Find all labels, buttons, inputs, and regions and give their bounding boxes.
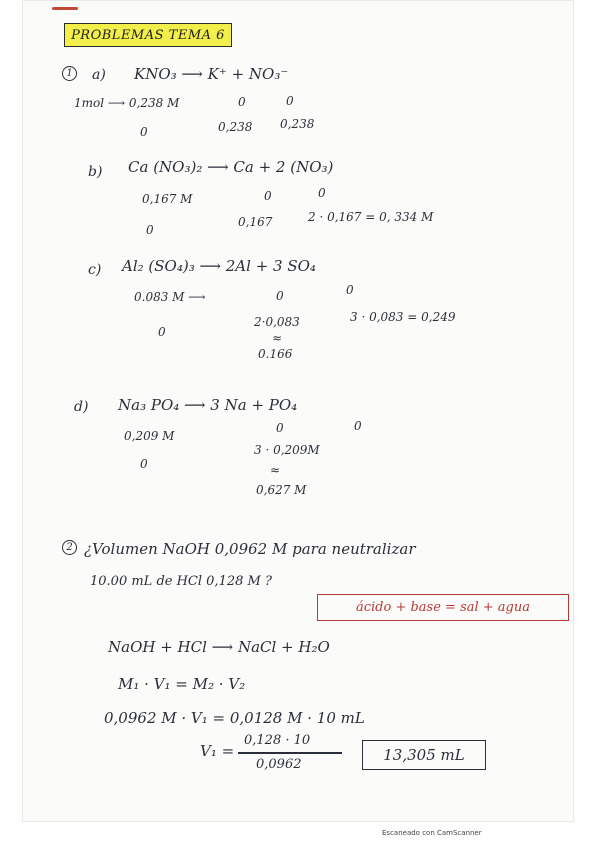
p2-numerator: 0,128 · 10 bbox=[244, 733, 311, 748]
p1b-init-prod-2: 0 bbox=[318, 186, 326, 200]
p1d-approx: ≈ bbox=[270, 463, 281, 477]
red-pen-mark bbox=[52, 7, 78, 10]
p1a-init-prod-1: 0 bbox=[238, 95, 246, 109]
p1c-reactant-final: 0 bbox=[158, 325, 166, 339]
p1b-initial: 0,167 M bbox=[142, 192, 193, 206]
p1c-init-prod-1: 0 bbox=[276, 289, 284, 303]
problem1-number: 1 bbox=[62, 66, 77, 81]
p1c-approx: ≈ bbox=[272, 331, 283, 345]
p1b-reactant-final: 0 bbox=[146, 223, 154, 237]
scanner-footer: Escaneado con CamScanner bbox=[382, 829, 482, 837]
p1d-final-1: 3 · 0,209M bbox=[254, 443, 320, 457]
p1b-final-2: 2 · 0,167 = 0, 334 M bbox=[308, 210, 434, 224]
p2-formula: M₁ · V₁ = M₂ · V₂ bbox=[118, 675, 246, 693]
p1c-init-prod-2: 0 bbox=[346, 283, 354, 297]
title-highlight-box bbox=[64, 23, 232, 47]
p1d-result: 0,627 M bbox=[256, 483, 307, 497]
p1d-init-prod-1: 0 bbox=[276, 421, 284, 435]
note-text: ácido + base = sal + agua bbox=[355, 600, 531, 615]
p1c-final-1: 2·0,083 bbox=[254, 315, 300, 329]
p1b-init-prod-1: 0 bbox=[264, 189, 272, 203]
p1c-label: c) bbox=[88, 262, 102, 278]
p2-substitution: 0,0962 M · V₁ = 0,0128 M · 10 mL bbox=[104, 709, 365, 727]
p2-question-line1: ¿Volumen NaOH 0,0962 M para neutralizar bbox=[84, 540, 416, 558]
p1a-initial: 1mol ⟶ 0,238 M bbox=[74, 96, 180, 110]
p1c-equation: Al₂ (SO₄)₃ ⟶ 2Al + 3 SO₄ bbox=[122, 257, 316, 275]
p1d-reactant-final: 0 bbox=[140, 457, 148, 471]
p2-result: 13,305 mL bbox=[383, 745, 465, 764]
p1b-label: b) bbox=[88, 164, 103, 180]
fraction-bar bbox=[238, 752, 342, 754]
p1a-label: a) bbox=[92, 67, 106, 83]
p1c-result: 0.166 bbox=[258, 347, 293, 361]
p1d-init-prod-2: 0 bbox=[354, 419, 362, 433]
note-box bbox=[317, 594, 569, 621]
page-title: PROBLEMAS TEMA 6 bbox=[71, 27, 225, 43]
p1c-final-2: 3 · 0,083 = 0,249 bbox=[350, 310, 456, 324]
p1a-init-prod-2: 0 bbox=[286, 94, 294, 108]
p2-question-line2: 10.00 mL de HCl 0,128 M ? bbox=[90, 574, 272, 589]
p2-reaction: NaOH + HCl ⟶ NaCl + H₂O bbox=[108, 638, 330, 656]
p1d-initial: 0,209 M bbox=[124, 429, 175, 443]
p2-v1-label: V₁ = bbox=[200, 742, 235, 760]
p1a-equation: KNO₃ ⟶ K⁺ + NO₃⁻ bbox=[134, 65, 289, 83]
p1d-equation: Na₃ PO₄ ⟶ 3 Na + PO₄ bbox=[118, 396, 298, 414]
p1a-final-1: 0,238 bbox=[218, 120, 253, 134]
p2-denominator: 0,0962 bbox=[256, 757, 302, 772]
p1d-label: d) bbox=[74, 399, 89, 415]
p1b-equation: Ca (NO₃)₂ ⟶ Ca + 2 (NO₃) bbox=[128, 158, 334, 176]
p1a-reactant-final: 0 bbox=[140, 125, 148, 139]
p1a-final-2: 0,238 bbox=[280, 117, 315, 131]
p1b-final-1: 0,167 bbox=[238, 215, 273, 229]
answer-box bbox=[362, 740, 486, 770]
p1c-initial: 0.083 M ⟶ bbox=[134, 290, 206, 304]
problem2-number: 2 bbox=[62, 540, 77, 555]
